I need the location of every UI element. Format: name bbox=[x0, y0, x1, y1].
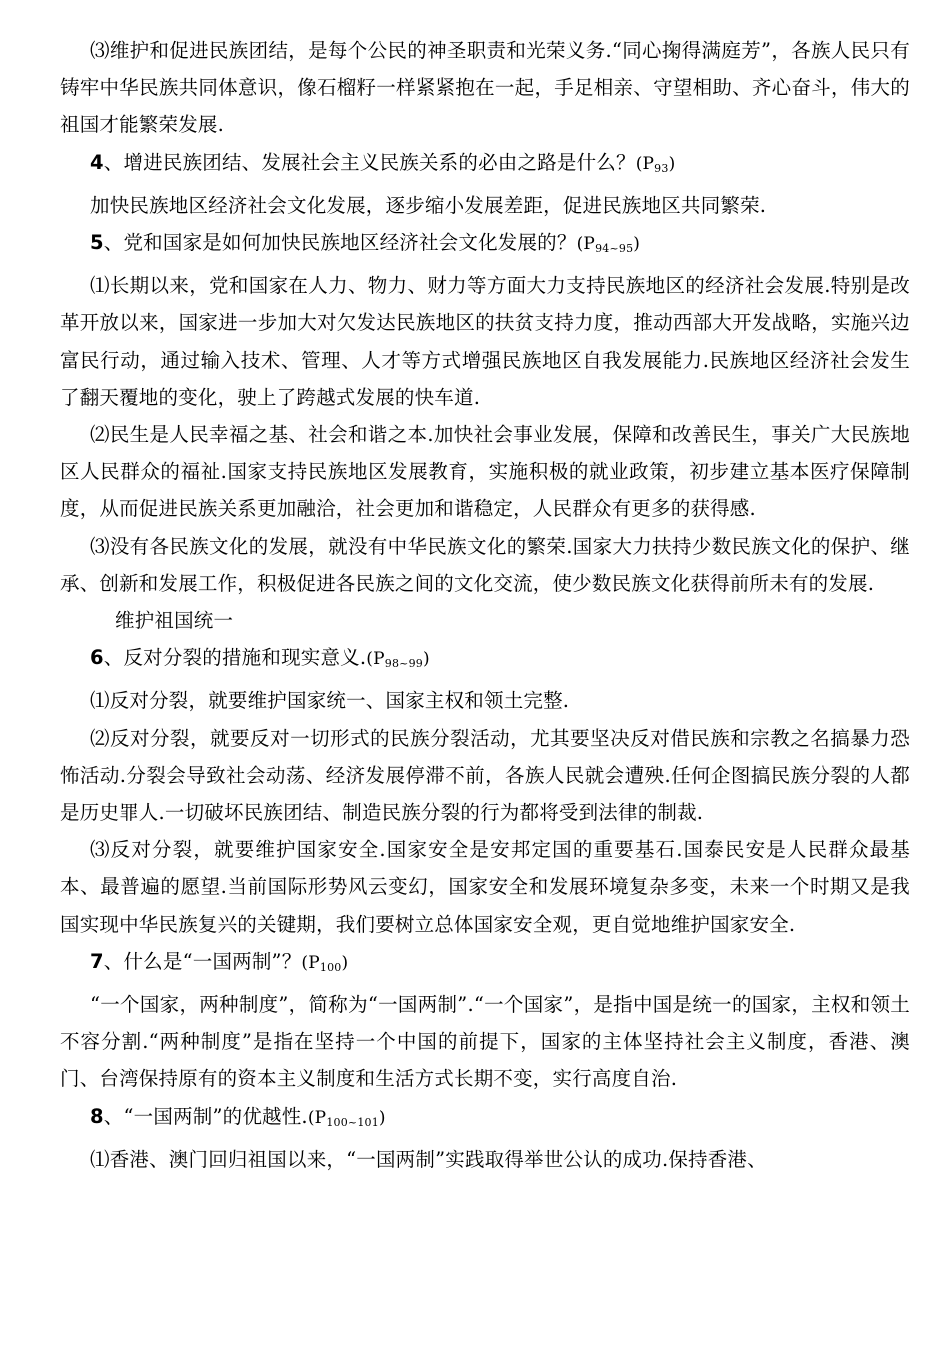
page-reference: $(P_{98\sim 99})$ bbox=[366, 649, 430, 671]
question-text: 、增进民族团结、发展社会主义民族关系的必由之路是什么？ bbox=[103, 150, 636, 174]
question-number: 7 bbox=[90, 949, 104, 973]
question-number: 8 bbox=[90, 1104, 104, 1128]
question-number: 5 bbox=[90, 231, 104, 255]
page-reference: $(P_{100})$ bbox=[301, 952, 349, 974]
answer-8-point-1: ⑴香港、澳门回归祖国以来，“一国两制”实践取得举世公认的成功.保持香港、 bbox=[90, 1147, 767, 1171]
answer-6-point-3: ⑶反对分裂，就要维护国家安全.国家安全是安邦定国的重要基石.国泰民安是人民群众最基本、最普遍的愿望.当前国际形势风云变幻，国家安全和发展环境复杂多变，未来一个时期又是我国实现中华民族复兴的关键期，我们要树立总体国家安全观，更自觉地维护国家安全. bbox=[60, 838, 910, 936]
document-page bbox=[60, 32, 910, 1178]
page-reference: $(P_{94\sim 95})$ bbox=[576, 234, 641, 256]
question-number: 6 bbox=[90, 646, 104, 670]
question-4 bbox=[60, 144, 910, 187]
answer-7: “一个国家，两种制度”，简称为“一国两制”.“一个国家”，是指中国是统一的国家，主权和领土不容分割.“两种制度”是指在坚持一个中国的前提下，国家的主体坚持社会主义制度，香港、澳门、台湾保持原有的资本主义制度和生活方式长期不变，实行高度自治. bbox=[60, 993, 910, 1091]
question-text: 、反对分裂的措施和现实意义. bbox=[103, 646, 367, 670]
question-8 bbox=[60, 1098, 910, 1141]
question-6 bbox=[60, 639, 910, 682]
answer-5-point-3: ⑶没有各民族文化的发展，就没有中华民族文化的繁荣.国家大力扶持少数民族文化的保护、继承、创新和发展工作，积极促进各民族之间的文化交流，使少数民族文化获得前所未有的发展. bbox=[60, 534, 910, 595]
page-reference: $(P_{93})$ bbox=[635, 153, 676, 175]
question-5 bbox=[60, 224, 910, 267]
page-reference: $(P_{100\sim 101})$ bbox=[307, 1107, 386, 1129]
paragraph-unity-duty: ⑶维护和促进民族团结，是每个公民的神圣职责和光荣义务.“同心掬得满庭芳”，各族人民只有铸牢中华民族共同体意识，像石榴籽一样紧紧抱在一起，手足相亲、守望相助、齐心奋斗，伟大的祖国才能繁荣发展. bbox=[60, 39, 910, 137]
question-text: 、党和国家是如何加快民族地区经济社会文化发展的？ bbox=[103, 231, 577, 255]
question-text: 、“一国两制”的优越性. bbox=[103, 1104, 308, 1128]
answer-4: 加快民族地区经济社会文化发展，逐步缩小发展差距，促进民族地区共同繁荣. bbox=[90, 193, 767, 217]
answer-5-point-2: ⑵民生是人民幸福之基、社会和谐之本.加快社会事业发展，保障和改善民生，事关广大民族地区人民群众的福祉.国家支持民族地区发展教育，实施积极的就业政策，初步建立基本医疗保障制度，从而促进民族关系更加融洽，社会更加和谐稳定，人民群众有更多的获得感. bbox=[60, 423, 910, 521]
question-text: 、什么是“一国两制”？ bbox=[103, 949, 302, 973]
section-heading: 维护祖国统一 bbox=[115, 609, 234, 633]
question-7 bbox=[60, 943, 910, 986]
question-number: 4 bbox=[90, 150, 104, 174]
answer-6-point-2: ⑵反对分裂，就要反对一切形式的民族分裂活动，尤其要坚决反对借民族和宗教之名搞暴力恐怖活动.分裂会导致社会动荡、经济发展停滞不前，各族人民就会遭殃.任何企图搞民族分裂的人都是历史罪人.一切破坏民族团结、制造民族分裂的行为都将受到法律的制裁. bbox=[60, 726, 910, 825]
answer-5-point-1: ⑴长期以来，党和国家在人力、物力、财力等方面大力支持民族地区的经济社会发展.特别是改革开放以来，国家进一步加大对欠发达民族地区的扶贫支持力度，推动西部大开发战略，实施兴边富民行动，通过输入技术、管理、人才等方式增强民族地区自我发展能力.民族地区经济社会发生了翻天覆地的变化，驶上了跨越式发展的快车道. bbox=[60, 274, 910, 409]
answer-6-point-1: ⑴反对分裂，就要维护国家统一、国家主权和领土完整. bbox=[90, 689, 570, 713]
